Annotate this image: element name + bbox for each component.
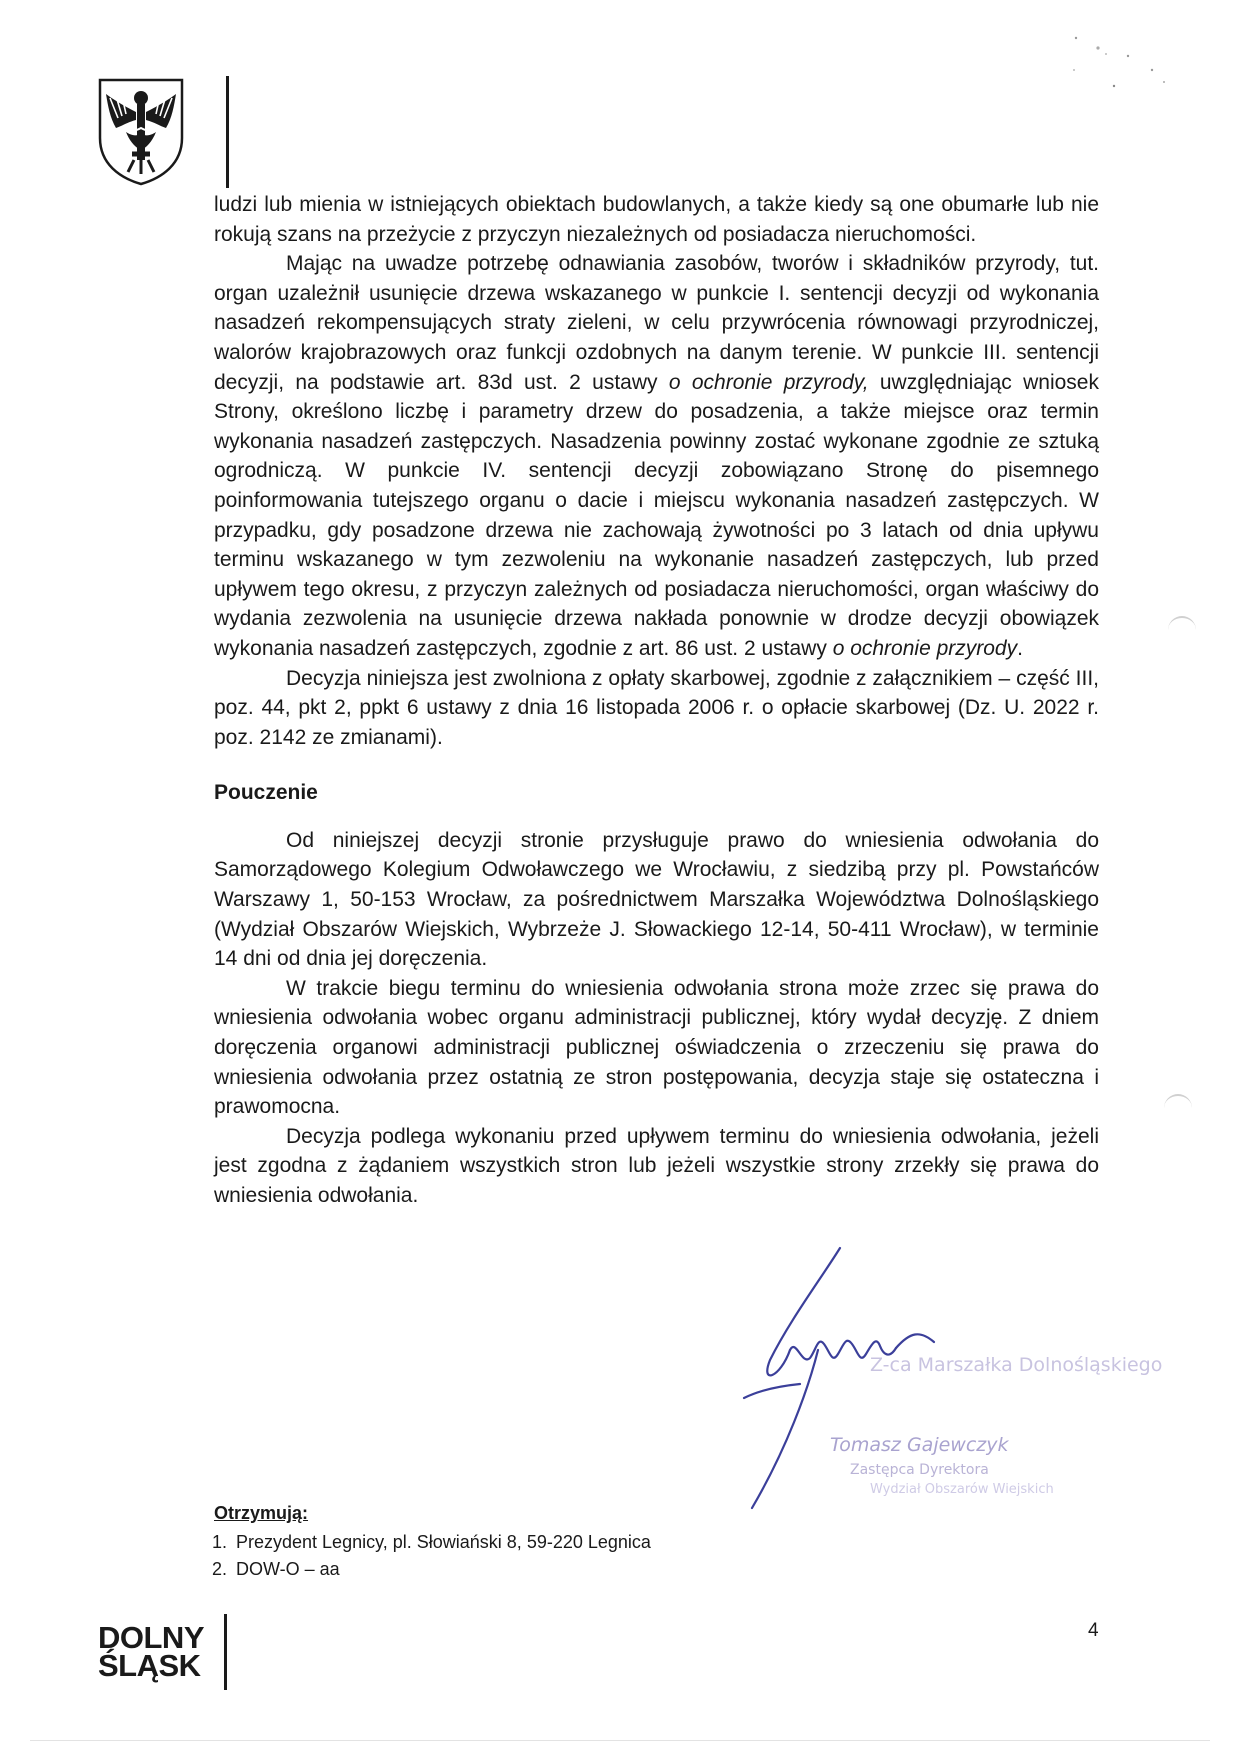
dolny-slask-logo	[98, 1620, 204, 1683]
paragraph-waiver: W trakcie biegu terminu do wniesienia odwołania strona może zrzec się prawa do wniesienia odwołania wobec organu administracji publicznej, który wydał decyzję. Z dniem doręczenia organowi administracji publicznej oświadczenia o zrzeczeniu się prawa do wniesienia odwołania przez ostatnią ze stron postępowania, decyzja staje się ostateczna i prawomocna.	[214, 976, 1099, 1119]
logo-line-2: ŚLĄSK	[98, 1648, 201, 1683]
section-heading: Pouczenie	[214, 781, 318, 805]
footer-divider	[224, 1614, 227, 1690]
stamp-top-line: Z-ca Marszałka Dolnośląskiego	[870, 1354, 1163, 1376]
recipients-title: Otrzymują:	[214, 1503, 309, 1523]
signature-block	[720, 1240, 1163, 1520]
page-number: 4	[1088, 1620, 1099, 1641]
paragraph-replacement-planting: Mając na uwadze potrzebę odnawiania zasobów, tworów i składników przyrody, tut. organ uzależnił usunięcie drzewa wskazanego w punkcie I. sentencji decyzji od wykonania nasadzeń rekompensujących straty zieleni, w celu przywrócenia równowagi przyrodniczej, walorów krajobrazowych oraz funkcji ozdobnych na danym terenie. W punkcie III. sentencji decyzji, na podstawie art. 83d ust. 2 ustawy o ochronie przyrody, uwzględniając wniosek Strony, określono liczbę i parametry drzew do posadzenia, a także miejsce oraz termin wykonania nasadzeń zastępczych. Nasadzenia powinny zostać wykonane zgodnie ze sztuką ogrodniczą. W punkcie IV. sentencji decyzji zobowiązano Stronę do pisemnego poinformowania tutejszego organu o dacie i miejscu wykonania nasadzeń zastępczych. W przypadku, gdy posadzone drzewa nie zachowają żywotności po 3 latach od dnia upływu terminu wskazanego w tym zezwoleniu na wykonanie nasadzeń zastępczych, lub przed upływem tego okresu, z przyczyn zależnych od posiadacza nieruchomości, organ właściwy do wydania zezwolenia na usunięcie drzewa nakłada ponownie w drodze decyzji obowiązek wykonania nasadzeń zastępczych, zgodnie z art. 86 ust. 2 ustawy o ochronie przyrody.	[214, 252, 1099, 660]
handwritten-signature	[720, 1240, 1080, 1520]
paragraph-appeal-right: Od niniejszej decyzji stronie przysługuje prawo do wniesienia odwołania do Samorządowego Kolegium Odwoławczego we Wrocławiu, z siedzibą przy pl. Powstańców Warszawy 1, 50-153 Wrocław, za pośrednictwem Marszałka Województwa Dolnośląskiego (Wydział Obszarów Wiejskich, Wybrzeże J. Słowackiego 12-14, 50-411 Wrocław), w terminie 14 dni od dnia jej doręczenia.	[214, 828, 1099, 971]
recipients-list	[214, 1500, 651, 1583]
paragraph-stamp-duty: Decyzja niniejsza jest zwolniona z opłaty skarbowej, zgodnie z załącznikiem – część III, poz. 44, pkt 2, ppkt 6 ustawy z dnia 16 listopada 2006 r. o opłacie skarbowej (Dz. U. 2022 r. poz. 2142 ze zmianami).	[214, 666, 1099, 749]
recipient-item: 2. DOW-O – aa	[232, 1556, 651, 1583]
scan-edge-mark	[1164, 1094, 1192, 1112]
signatory-name: Tomasz Gajewczyk	[830, 1434, 1009, 1456]
coat-of-arms-icon	[96, 76, 186, 186]
scan-noise	[1040, 26, 1180, 96]
signatory-role: Zastępca Dyrektora	[850, 1462, 989, 1478]
recipient-item: 1. Prezydent Legnicy, pl. Słowiański 8, 59-220 Legnica	[232, 1529, 651, 1556]
signatory-department: Wydział Obszarów Wiejskich	[870, 1482, 1054, 1497]
paragraph-execution: Decyzja podlega wykonaniu przed upływem terminu do wniesienia odwołania, jeżeli jest zgodna z żądaniem wszystkich stron lub jeżeli wszystkie strony zrzekły się prawa do wniesienia odwołania.	[214, 1124, 1099, 1207]
page-bottom-edge	[30, 1740, 1210, 1741]
document-body	[214, 190, 1099, 1211]
logo-line-1: DOLNY	[98, 1620, 204, 1655]
paragraph-continuation: ludzi lub mienia w istniejących obiektach budowlanych, a także kiedy są one obumarłe lub nie rokują szans na przeżycie z przyczyn niezależnych od posiadacza nieruchomości.	[214, 193, 1099, 246]
header-divider	[226, 76, 229, 188]
scan-edge-mark	[1168, 616, 1196, 634]
